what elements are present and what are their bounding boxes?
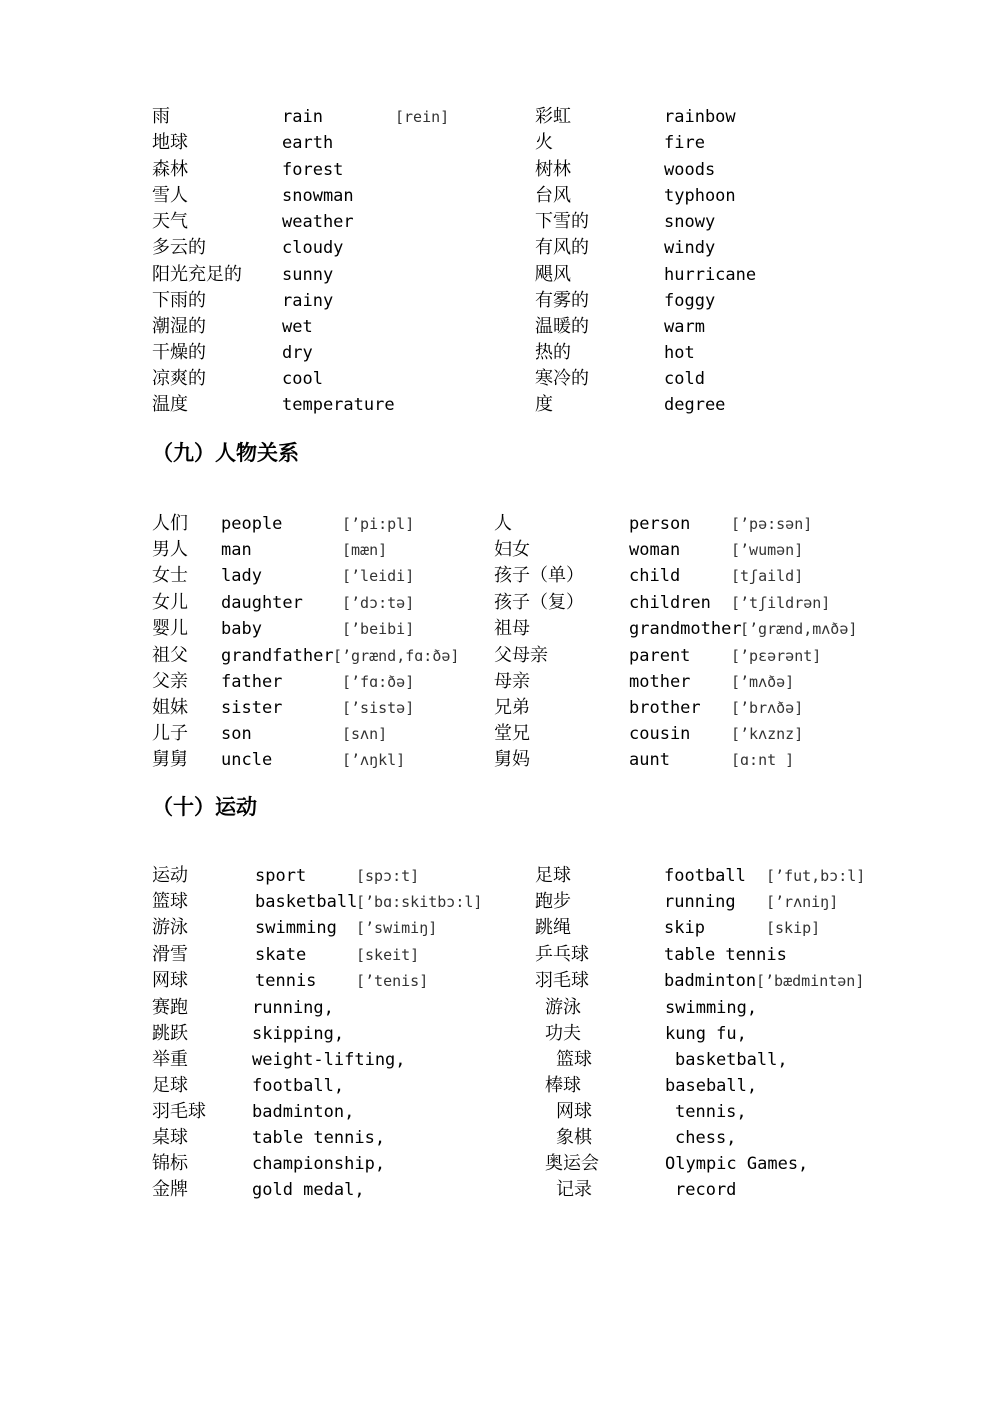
chinese-word: 父母亲 <box>494 645 548 666</box>
english-word: cousin <box>629 724 691 744</box>
chinese-word: 棒球 <box>545 1075 581 1096</box>
phonetic: [’bɑ:skitbɔ:l] <box>356 893 483 911</box>
english-word: temperature <box>282 395 395 415</box>
chinese-word: 下雨的 <box>152 290 206 311</box>
english-word: chess, <box>675 1128 737 1148</box>
english-word: snowman <box>282 186 354 206</box>
english-word: father <box>221 672 283 692</box>
list-item <box>0 262 1000 288</box>
list-item <box>0 669 1000 695</box>
list-item <box>0 288 1000 314</box>
english-word: kung fu, <box>665 1024 747 1044</box>
english-word: weather <box>282 212 354 232</box>
list-item <box>0 889 1000 915</box>
english-word: hurricane <box>664 265 757 285</box>
chinese-word: 滑雪 <box>152 944 188 965</box>
english-word: cold <box>664 369 705 389</box>
english-word: forest <box>282 160 344 180</box>
english-word: aunt <box>629 750 670 770</box>
chinese-word: 舅舅 <box>152 749 188 770</box>
phonetic: [’tenis] <box>356 972 429 990</box>
chinese-word: 舅妈 <box>494 749 530 770</box>
phonetic: [’beibi] <box>342 620 415 638</box>
english-word: children <box>629 593 711 613</box>
chinese-word: 人 <box>494 513 512 534</box>
list-item <box>0 392 1000 418</box>
english-word: foggy <box>664 291 716 311</box>
english-word: badminton, <box>252 1102 355 1122</box>
english-word: sister <box>221 698 283 718</box>
chinese-word: 堂兄 <box>494 723 530 744</box>
list-item <box>0 1021 1000 1047</box>
phonetic: [’fɑ:ðə] <box>342 673 415 691</box>
phonetic: [’brʌðə] <box>731 699 804 717</box>
phonetic: [skip] <box>766 919 821 937</box>
english-word: table tennis, <box>252 1128 386 1148</box>
english-word: son <box>221 724 252 744</box>
english-word: running <box>664 892 736 912</box>
english-word: skipping, <box>252 1024 345 1044</box>
chinese-word: 儿子 <box>152 723 188 744</box>
list-item <box>0 863 1000 889</box>
chinese-word: 举重 <box>152 1049 188 1070</box>
chinese-word: 姐妹 <box>152 697 188 718</box>
list-item <box>0 1073 1000 1099</box>
chinese-word: 热的 <box>535 342 571 363</box>
chinese-word: 篮球 <box>152 891 188 912</box>
english-word: daughter <box>221 593 303 613</box>
phonetic: [rein] <box>395 108 450 126</box>
chinese-word: 森林 <box>152 159 188 180</box>
english-word: snowy <box>664 212 716 232</box>
list-item <box>0 1177 1000 1203</box>
list-item <box>0 130 1000 156</box>
phonetic: [’dɔ:tə] <box>342 594 415 612</box>
chinese-word: 赛跑 <box>152 997 188 1018</box>
list-item <box>0 616 1000 642</box>
chinese-word: 女儿 <box>152 592 188 613</box>
english-word: hot <box>664 343 695 363</box>
english-word: parent <box>629 646 691 666</box>
chinese-word: 网球 <box>152 970 188 991</box>
english-word: man <box>221 540 252 560</box>
english-word: brother <box>629 698 701 718</box>
chinese-word: 下雪的 <box>535 211 589 232</box>
list-item <box>0 968 1000 994</box>
english-word: grandfather <box>221 646 334 666</box>
list-item <box>0 942 1000 968</box>
list-item <box>0 157 1000 183</box>
english-word: football <box>664 866 746 886</box>
phonetic: [’kʌznz] <box>731 725 804 743</box>
phonetic: [’leidi] <box>342 567 415 585</box>
chinese-word: 足球 <box>152 1075 188 1096</box>
chinese-word: 跳绳 <box>535 917 571 938</box>
list-item <box>0 695 1000 721</box>
phonetic: [mæn] <box>342 541 388 559</box>
chinese-word: 功夫 <box>545 1023 581 1044</box>
chinese-word: 网球 <box>556 1101 592 1122</box>
english-word: swimming <box>255 918 337 938</box>
list-item <box>0 366 1000 392</box>
english-word: earth <box>282 133 334 153</box>
english-word: running, <box>252 998 334 1018</box>
list-item <box>0 1099 1000 1125</box>
phonetic: [’swimiŋ] <box>356 919 438 937</box>
list-item <box>0 995 1000 1021</box>
english-word: person <box>629 514 691 534</box>
chinese-word: 温暖的 <box>535 316 589 337</box>
english-word: uncle <box>221 750 273 770</box>
english-word: basketball, <box>675 1050 788 1070</box>
list-item <box>0 511 1000 537</box>
chinese-word: 多云的 <box>152 237 206 258</box>
english-word: woman <box>629 540 681 560</box>
list-item <box>0 590 1000 616</box>
list-item <box>0 747 1000 773</box>
chinese-word: 奥运会 <box>545 1153 599 1174</box>
chinese-word: 跳跃 <box>152 1023 188 1044</box>
chinese-word: 寒冷的 <box>535 368 589 389</box>
list-item <box>0 314 1000 340</box>
english-word: sport <box>255 866 307 886</box>
phonetic: [’mʌðə] <box>731 673 795 691</box>
list-item <box>0 235 1000 261</box>
english-word: tennis <box>255 971 317 991</box>
chinese-word: 阳光充足的 <box>152 264 242 285</box>
phonetic: [ɑ:nt ] <box>731 751 795 769</box>
chinese-word: 飓风 <box>535 264 571 285</box>
chinese-word: 祖母 <box>494 618 530 639</box>
english-word: lady <box>221 566 262 586</box>
list-item <box>0 1047 1000 1073</box>
phonetic: [sʌn] <box>342 725 388 743</box>
phonetic: [’bædmintən] <box>756 972 865 990</box>
chinese-word: 女士 <box>152 565 188 586</box>
english-word: championship, <box>252 1154 386 1174</box>
english-word: typhoon <box>664 186 736 206</box>
phonetic: [skeit] <box>356 946 420 964</box>
chinese-word: 男人 <box>152 539 188 560</box>
english-word: people <box>221 514 283 534</box>
chinese-word: 人们 <box>152 513 188 534</box>
english-word: cloudy <box>282 238 344 258</box>
chinese-word: 度 <box>535 394 553 415</box>
list-item <box>0 340 1000 366</box>
phonetic: [’ʌŋkl] <box>342 751 406 769</box>
chinese-word: 足球 <box>535 865 571 886</box>
english-word: grandmother <box>629 619 742 639</box>
list-item <box>0 1151 1000 1177</box>
english-word: degree <box>664 395 726 415</box>
phonetic: [’pi:pl] <box>342 515 415 533</box>
list-item <box>0 209 1000 235</box>
chinese-word: 孩子（复） <box>494 592 584 613</box>
chinese-word: 运动 <box>152 865 188 886</box>
phonetic: [’tʃildrən] <box>731 594 831 612</box>
english-word: baseball, <box>665 1076 758 1096</box>
chinese-word: 有雾的 <box>535 290 589 311</box>
chinese-word: 地球 <box>152 132 188 153</box>
chinese-word: 金牌 <box>152 1179 188 1200</box>
phonetic: [’pə:sən] <box>731 515 813 533</box>
list-item <box>0 721 1000 747</box>
english-word: rainy <box>282 291 334 311</box>
english-word: Olympic Games, <box>665 1154 809 1174</box>
phonetic: [’fut,bɔ:l] <box>766 867 866 885</box>
list-item <box>0 1125 1000 1151</box>
english-word: sunny <box>282 265 334 285</box>
chinese-word: 游泳 <box>152 917 188 938</box>
english-word: cool <box>282 369 323 389</box>
english-word: badminton <box>664 971 757 991</box>
english-word: windy <box>664 238 716 258</box>
chinese-word: 羽毛球 <box>152 1101 206 1122</box>
phonetic: [’pɛərənt] <box>731 647 822 665</box>
english-word: fire <box>664 133 705 153</box>
english-word: woods <box>664 160 716 180</box>
list-item <box>0 104 1000 130</box>
english-word: child <box>629 566 681 586</box>
phonetic: [’sistə] <box>342 699 415 717</box>
chinese-word: 跑步 <box>535 891 571 912</box>
phonetic: [spɔ:t] <box>356 867 420 885</box>
chinese-word: 锦标 <box>152 1153 188 1174</box>
chinese-word: 乒乓球 <box>535 944 589 965</box>
list-item <box>0 183 1000 209</box>
chinese-word: 火 <box>535 132 553 153</box>
chinese-word: 树林 <box>535 159 571 180</box>
english-word: football, <box>252 1076 345 1096</box>
english-word: wet <box>282 317 313 337</box>
chinese-word: 彩虹 <box>535 106 571 127</box>
english-word: skip <box>664 918 705 938</box>
chinese-word: 兄弟 <box>494 697 530 718</box>
list-item <box>0 563 1000 589</box>
chinese-word: 雨 <box>152 106 170 127</box>
section-heading-sports: （十）运动 <box>152 795 257 819</box>
chinese-word: 羽毛球 <box>535 970 589 991</box>
chinese-word: 雪人 <box>152 185 188 206</box>
section-heading-people: （九）人物关系 <box>152 441 299 465</box>
phonetic: [’grænd,mʌðə] <box>740 620 858 638</box>
chinese-word: 婴儿 <box>152 618 188 639</box>
list-item <box>0 915 1000 941</box>
phonetic: [tʃaild] <box>731 567 804 585</box>
chinese-word: 有风的 <box>535 237 589 258</box>
chinese-word: 游泳 <box>545 997 581 1018</box>
english-word: rain <box>282 107 323 127</box>
chinese-word: 记录 <box>556 1179 592 1200</box>
english-word: table tennis <box>664 945 787 965</box>
phonetic: [’rʌniŋ] <box>766 893 839 911</box>
chinese-word: 凉爽的 <box>152 368 206 389</box>
english-word: swimming, <box>665 998 758 1018</box>
chinese-word: 干燥的 <box>152 342 206 363</box>
chinese-word: 孩子（单） <box>494 565 584 586</box>
english-word: warm <box>664 317 705 337</box>
list-item <box>0 643 1000 669</box>
english-word: weight-lifting, <box>252 1050 406 1070</box>
english-word: record <box>675 1180 737 1200</box>
chinese-word: 母亲 <box>494 671 530 692</box>
english-word: gold medal, <box>252 1180 365 1200</box>
chinese-word: 祖父 <box>152 645 188 666</box>
english-word: mother <box>629 672 691 692</box>
english-word: tennis, <box>675 1102 747 1122</box>
chinese-word: 象棋 <box>556 1127 592 1148</box>
chinese-word: 潮湿的 <box>152 316 206 337</box>
chinese-word: 妇女 <box>494 539 530 560</box>
chinese-word: 台风 <box>535 185 571 206</box>
english-word: baby <box>221 619 262 639</box>
english-word: basketball <box>255 892 358 912</box>
english-word: skate <box>255 945 307 965</box>
chinese-word: 天气 <box>152 211 188 232</box>
phonetic: [’wumən] <box>731 541 804 559</box>
english-word: dry <box>282 343 313 363</box>
english-word: rainbow <box>664 107 736 127</box>
phonetic: [’grænd,fɑ:ðə] <box>333 647 460 665</box>
list-item <box>0 537 1000 563</box>
chinese-word: 父亲 <box>152 671 188 692</box>
chinese-word: 温度 <box>152 394 188 415</box>
chinese-word: 篮球 <box>556 1049 592 1070</box>
chinese-word: 桌球 <box>152 1127 188 1148</box>
